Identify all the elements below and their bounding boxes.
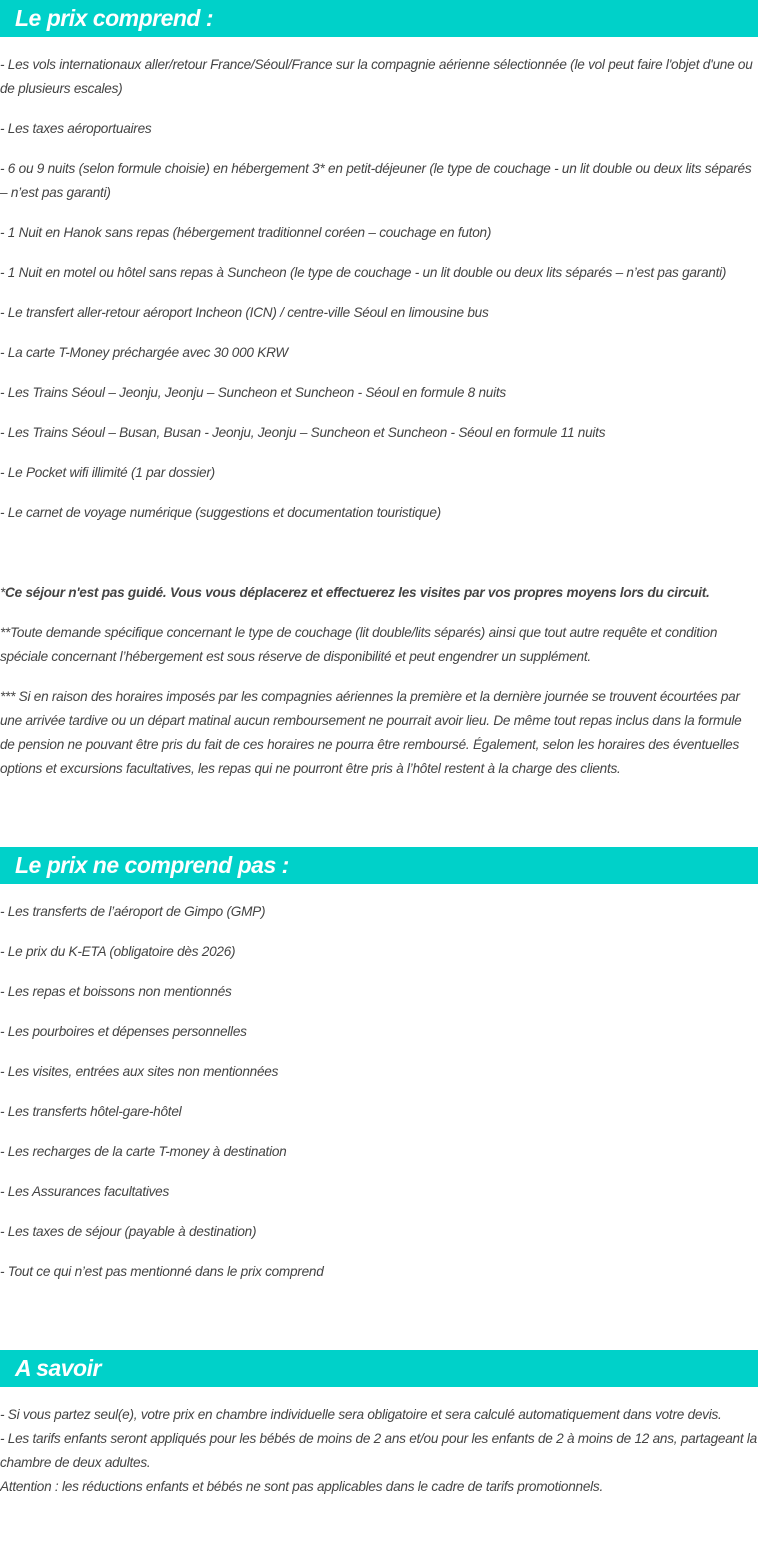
list-item: - Les visites, entrées aux sites non mentionnées [0,1064,279,1079]
list-item: - Les Assurances facultatives [0,1184,170,1199]
list-item: - Le carnet de voyage numérique (suggestions et documentation touristique) [0,505,441,520]
list-item: - Le Pocket wifi illimité (1 par dossier) [0,465,215,480]
note-room-request: **Toute demande spécifique concernant le type de couchage (lit double/lits séparés) ainsi que tout autre requête et condition spéciale concernant l’hébergement est sous réserve de disponibilité et peut engendrer un supplément. [0,625,718,664]
blank-line [0,1300,758,1324]
info-line: Attention : les réductions enfants et bébés ne sont pas applicables dans le cadre de tarifs promotionnels. [0,1479,603,1494]
excluded-header: Le prix ne comprend pas : [0,847,758,884]
list-item: - Tout ce qui n’est pas mentionné dans le prix comprend [0,1264,324,1279]
list-item: - 1 Nuit en motel ou hôtel sans repas à Suncheon (le type de couchage - un lit double ou deux lits séparés – n’est pas garanti) [0,265,727,280]
list-item: - Le transfert aller-retour aéroport Incheon (ICN) / centre-ville Séoul en limousine bus [0,305,489,320]
good-to-know-header: A savoir [0,1350,758,1387]
blank-line [0,541,758,565]
list-item: - Les recharges de la carte T-money à destination [0,1144,287,1159]
note-text: Ce séjour n'est pas guidé. Vous vous déplacerez et effectuerez les visites par vos propres moyens lors du circuit. [5,585,710,600]
list-item: - Les repas et boissons non mentionnés [0,984,232,999]
list-item: - Les pourboires et dépenses personnelles [0,1024,247,1039]
list-item: - Les taxes de séjour (payable à destination) [0,1224,257,1239]
list-item: - La carte T-Money préchargée avec 30 000 KRW [0,345,288,360]
list-item: - Les transferts hôtel-gare-hôtel [0,1104,182,1119]
note-not-guided [0,581,758,605]
note-star: * [0,585,6,600]
good-to-know-section [0,1350,758,1499]
info-line: - Si vous partez seul(e), votre prix en chambre individuelle sera obligatoire et sera calculé automatiquement dans votre devis. [0,1407,722,1422]
list-item: - Les Trains Séoul – Jeonju, Jeonju – Suncheon et Suncheon - Séoul en formule 8 nuits [0,385,506,400]
blank-line [0,797,758,821]
good-to-know-text [0,1403,758,1499]
list-item: - 1 Nuit en Hanok sans repas (hébergement traditionnel coréen – couchage en futon) [0,225,492,240]
list-item: - Les taxes aéroportuaires [0,121,152,136]
note-schedule: *** Si en raison des horaires imposés par les compagnies aériennes la première et la dernière journée se trouvent écourtées par une arrivée tardive ou un départ matinal aucun remboursement ne pourrait avoir lieu. De même tout repas inclus dans la formule de pension ne pouvant être pris du fait de ces horaires ne pourra être remboursé. Également, selon les horaires des éventuelles options et excursions facultatives, les repas qui ne pourront être pris à l’hôtel restent à la charge des clients. [0,689,742,776]
list-item: - 6 ou 9 nuits (selon formule choisie) en hébergement 3* en petit-déjeuner (le type de couchage - un lit double ou deux lits séparés – n’est pas garanti) [0,161,752,200]
excluded-section [0,847,758,1350]
info-line: - Les tarifs enfants seront appliqués pour les bébés de moins de 2 ans et/ou pour les enfants de 2 à moins de 12 ans, partageant la chambre de deux adultes. [0,1431,757,1470]
included-header: Le prix comprend : [0,0,758,37]
list-item: - Le prix du K-ETA (obligatoire dès 2026) [0,944,236,959]
list-item: - Les vols internationaux aller/retour France/Séoul/France sur la compagnie aérienne sélectionnée (le vol peut faire l'objet d'une ou de plusieurs escales) [0,57,753,96]
list-item: - Les Trains Séoul – Busan, Busan - Jeonju, Jeonju – Suncheon et Suncheon - Séoul en formule 11 nuits [0,425,606,440]
list-item: - Les transferts de l’aéroport de Gimpo (GMP) [0,904,266,919]
